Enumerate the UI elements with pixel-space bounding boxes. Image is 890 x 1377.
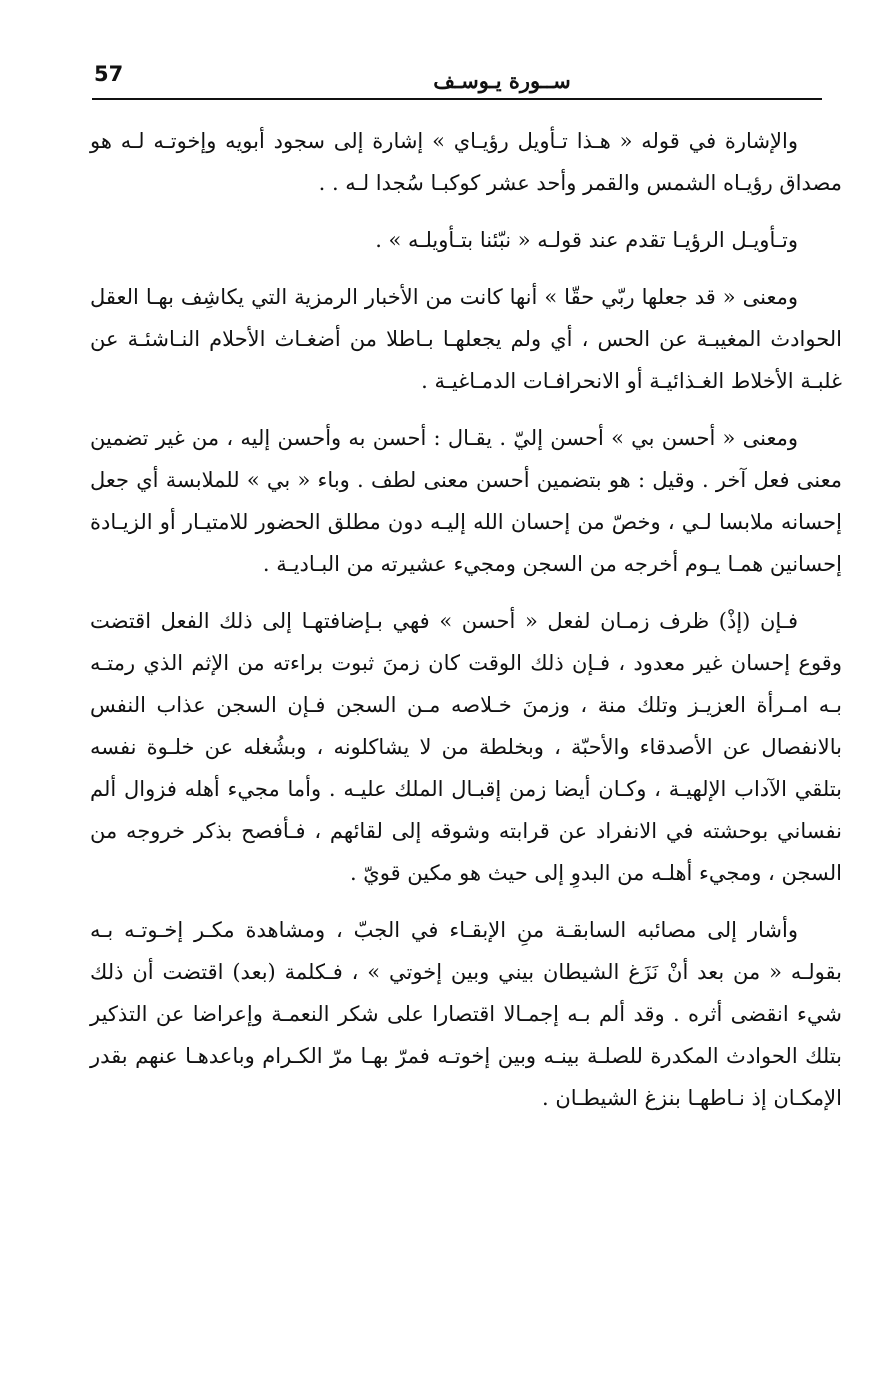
paragraph-4: ومعنى « أحسن بي » أحسن إليّ . يقـال : أحسن به وأحسن إليه ، من غير تضمين معنى فعل آخر . وقيل : هو بتضمين أحسن معنى لطف . وباء « بي » للملابسة أي جعل إحسانه ملابسا لـي ، وخصّ من إحسان الله إليـه دون مطلق الحضور للامتيـار أو الزيـادة إحسانين همـا يـوم أخرجه من السجن ومجيء عشيرته من البـاديـة . xyxy=(90,426,842,576)
page-number: 57 xyxy=(94,62,124,86)
paragraph-6: وأشار إلى مصائبه السابقـة منِ الإبقـاء في الجبّ ، ومشاهدة مكـر إخـوتـه بـه بقولـه « من بعد أنْ نَزَغ الشيطان بيني وبين إخوتي » ، فـكلمة (بعد) اقتضت أن ذلك شيء انقضى أثره . وقد ألم بـه إجمـالا اقتصارا على شكر النعمـة وإعراضا عن التذكير بتلك الحوادث المكدرة للصلـة بينـه وبين إخوتـه فمرّ بهـا مرّ الكـرام وباعدهـا عنهم بقدر الإمكـان إذ نـاطهـا بنزغ الشيطـان . xyxy=(90,918,842,1110)
running-title: ســورة يـوسـف xyxy=(433,68,571,93)
page-header xyxy=(92,58,822,102)
page-body xyxy=(90,120,842,1134)
paragraph-1: والإشارة في قوله « هـذا تـأويل رؤيـاي » إشارة إلى سجود أبويه وإخوتـه لـه هو مصداق رؤيـاه الشمس والقمر وأحد عشر كوكبـا سُجدا لـه . . xyxy=(90,129,842,195)
header-divider xyxy=(92,98,822,100)
paragraph-3: ومعنى « قد جعلها ربّي حقّا » أنها كانت من الأخبار الرمزية التي يكاشِف بهـا العقل الحوادث المغيبـة عن الحس ، أي ولم يجعلهـا بـاطلا من أضغـاث الأحلام النـاشئـة عن غلبـة الأخلاط الغـذائيـة أو الانحرافـات الدمـاغيـة . xyxy=(90,285,842,393)
paragraph-2: وتـأويـل الرؤيـا تقدم عند قولـه « نبّئنا بتـأويلـه » . xyxy=(375,228,798,252)
paragraph-5: فـإن (إذْ) ظرف زمـان لفعل « أحسن » فهي بـإضافتهـا إلى ذلك الفعل اقتضت وقوع إحسان غير معدود ، فـإن ذلك الوقت كان زمنَ ثبوت براءته من الإثم الذي رمتـه بـه امـرأة العزيـز وتلك منة ، وزمنَ خـلاصه مـن السجن فـإن السجن عذاب النفس بالانفصال عن الأصدقاء والأحبّة ، وبخلطة من لا يشاكلونه ، وبشُغله عن خلـوة نفسه بتلقي الآداب الإلهيـة ، وكـان أيضا زمن إقبـال الملك عليـه . وأما مجيء أهله فزوال ألم نفساني بوحشته في الانفراد عن قرابته وشوقه إلى لقائهم ، فـأفصح بذكر خروجه من السجن ، ومجيء أهلـه من البدوِ إلى حيث هو مكين قويّ . xyxy=(90,609,842,885)
